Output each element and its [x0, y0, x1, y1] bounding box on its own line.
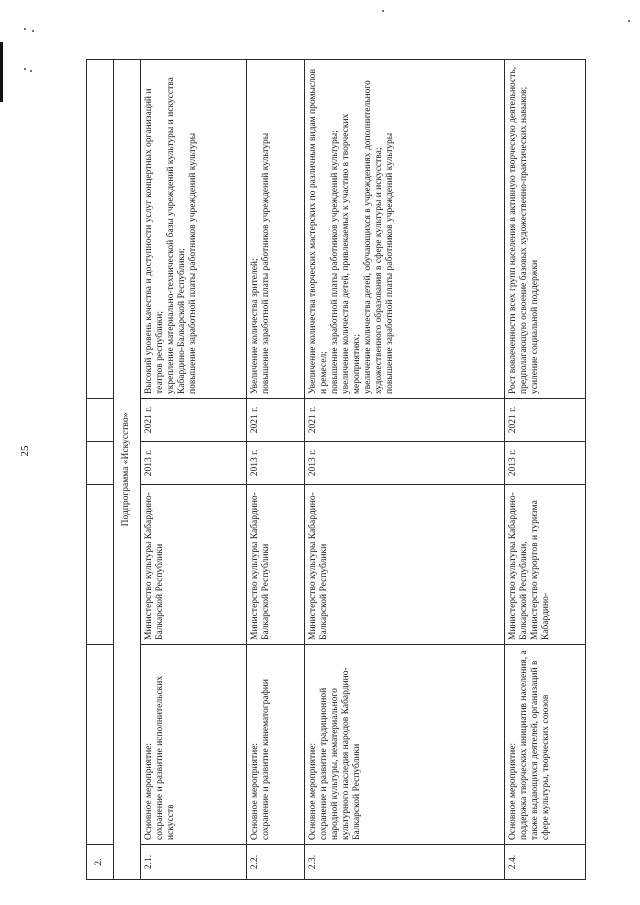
executor-cell	[247, 485, 305, 645]
header-cell	[87, 645, 114, 845]
scan-dot	[24, 28, 26, 30]
result-line: Увеличение количества зрителей;	[250, 258, 260, 394]
row-number: 2.3.	[305, 845, 505, 880]
activity-line: Основное мероприятие:	[308, 742, 318, 840]
activity-line: сохранение и развитие исполнительских искусств	[155, 675, 177, 840]
result-cell	[305, 60, 505, 399]
executor-line: Министерство культуры Кабардино-Балкарской Республики	[250, 492, 272, 640]
activity-cell	[505, 645, 586, 845]
result-line: Рост вовлеченности всех групп населения в активную творческую деятельность, предполагающую освоение базовых художественно-практических навыков;	[508, 66, 530, 394]
scan-mark	[0, 42, 3, 102]
end-year-cell: 2021 г.	[505, 399, 586, 442]
table-row	[305, 60, 505, 880]
header-cell	[87, 442, 114, 485]
row-number: 2.1.	[141, 845, 247, 880]
scan-dot	[32, 30, 34, 32]
result-cell	[505, 60, 586, 399]
executor-line: Министерство культуры Кабардино-Балкарской Республики,	[508, 492, 530, 640]
activity-line: Основное мероприятие:	[508, 742, 518, 840]
result-line: укрепление материально-технической базы учреждений культуры и искусства Кабардино-Балкарской Республики;	[166, 77, 188, 394]
result-line: увеличение количества детей, привлекаемых к участию в творческих мероприятиях;	[341, 113, 363, 394]
activity-line: сохранение и развитие традиционной народной культуры, нематериального культурного наследия народов Кабардино-Балкарской Республики	[319, 667, 363, 840]
executor-line: Министерство культуры Кабардино-Балкарской Республики	[308, 492, 330, 640]
result-line: повышение заработной платы работников учреждений культуры	[261, 132, 272, 394]
start-year-cell: 2013 г.	[305, 442, 505, 485]
end-year-cell: 2021 г.	[141, 399, 247, 442]
subprogram-title: Подпрограмма «Искусство»	[114, 60, 141, 880]
activity-line: Основное мероприятие:	[144, 742, 154, 840]
end-year-cell: 2021 г.	[247, 399, 305, 442]
header-cell	[87, 399, 114, 442]
activity-line: поддержка творческих инициатив населения, а также выдающихся деятелей, организаций в сфере культуры, творческих союзов	[519, 650, 552, 840]
activity-line: Основное мероприятие:	[250, 742, 260, 840]
row-number: 2.4.	[505, 845, 586, 880]
table-row	[505, 60, 586, 880]
result-line: Высокий уровень качества и доступности услуг концертных организаций и театров республики;	[144, 88, 166, 394]
header-cell	[87, 485, 114, 645]
start-year-cell: 2013 г.	[141, 442, 247, 485]
scan-dot	[30, 70, 32, 72]
header-cell	[87, 60, 114, 399]
scan-dot	[628, 20, 630, 22]
scan-dot	[382, 10, 384, 12]
result-line: повышение заработной платы работников учреждений культуры	[385, 132, 396, 394]
start-year-cell: 2013 г.	[505, 442, 586, 485]
row-number: 2.2.	[247, 845, 305, 880]
end-year-cell: 2021 г.	[305, 399, 505, 442]
executor-line: Министерство культуры Кабардино-Балкарской Республики	[144, 492, 166, 640]
executor-cell	[305, 485, 505, 645]
program-activities-table	[86, 59, 586, 880]
result-line: усиление социальной поддержки	[530, 259, 541, 394]
result-line: повышение заработной платы работников учреждений культуры;	[330, 130, 341, 394]
table-row	[247, 60, 305, 880]
start-year-cell: 2013 г.	[247, 442, 305, 485]
executor-line: Министерство курортов и туризма Кабардино-	[530, 500, 552, 640]
page-number: 25	[19, 445, 31, 457]
executor-cell	[505, 485, 586, 645]
result-line: повышение заработной платы работников учреждений культуры	[188, 132, 199, 394]
activity-cell	[141, 645, 247, 845]
result-cell	[141, 60, 247, 399]
result-line: увеличение количества детей, обучающихся в учреждениях дополнительного художественного образования в сфере культуры и искусства;	[363, 80, 385, 394]
rotated-table-container	[86, 60, 551, 880]
result-line: Увеличение количества творческих мастерских по различным видам промыслов и ремесел;	[308, 68, 330, 394]
table-row	[141, 60, 247, 880]
activity-line: сохранение и развитие кинематографии	[261, 679, 272, 840]
header-cell: 2.	[87, 845, 114, 880]
subprogram-row	[114, 60, 141, 880]
result-cell	[247, 60, 305, 399]
scan-dot	[24, 68, 26, 70]
table-header-row	[87, 60, 114, 880]
executor-cell	[141, 485, 247, 645]
activity-cell	[305, 645, 505, 845]
activity-cell	[247, 645, 305, 845]
